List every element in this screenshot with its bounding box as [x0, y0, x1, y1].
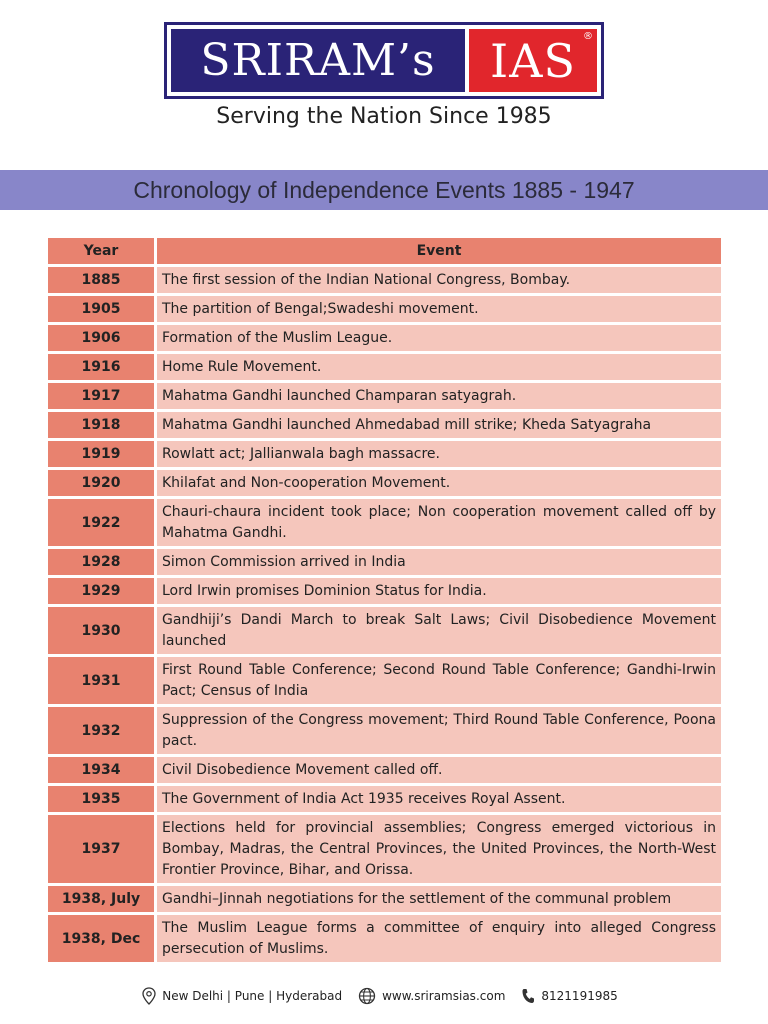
event-cell: Gandhiji’s Dandi March to break Salt Laws; Civil Disobedience Movement launched [157, 607, 721, 654]
phone-icon [521, 988, 535, 1004]
table-row [48, 354, 721, 380]
year-cell: 1935 [48, 786, 154, 812]
brand-logo [164, 22, 604, 99]
registered-mark: ® [583, 31, 594, 42]
year-cell: 1920 [48, 470, 154, 496]
globe-icon [358, 987, 376, 1005]
event-cell: Rowlatt act; Jallianwala bagh massacre. [157, 441, 721, 467]
year-cell: 1931 [48, 657, 154, 704]
website-link[interactable]: www.sriramsias.com [382, 989, 506, 1003]
year-cell: 1919 [48, 441, 154, 467]
table-row [48, 815, 721, 883]
phone-number[interactable]: 8121191985 [541, 989, 618, 1003]
event-cell: Civil Disobedience Movement called off. [157, 757, 721, 783]
header-year: Year [48, 238, 154, 264]
table-row [48, 607, 721, 654]
event-cell: Simon Commission arrived in India [157, 549, 721, 575]
year-cell: 1885 [48, 267, 154, 293]
logo-ias-text: IAS [490, 33, 576, 88]
table-row [48, 549, 721, 575]
table-row [48, 412, 721, 438]
event-cell: The Muslim League forms a committee of enquiry into alleged Congress persecution of Muslims. [157, 915, 721, 962]
event-cell: Mahatma Gandhi launched Ahmedabad mill strike; Kheda Satyagraha [157, 412, 721, 438]
footer-locations [142, 987, 342, 1005]
location-pin-icon [142, 987, 156, 1005]
event-cell: Khilafat and Non-cooperation Movement. [157, 470, 721, 496]
year-cell: 1917 [48, 383, 154, 409]
year-cell: 1928 [48, 549, 154, 575]
table-row [48, 707, 721, 754]
title-band [0, 170, 768, 210]
year-cell: 1905 [48, 296, 154, 322]
event-cell: The first session of the Indian National Congress, Bombay. [157, 267, 721, 293]
event-cell: Gandhi–Jinnah negotiations for the settlement of the communal problem [157, 886, 721, 912]
table-row [48, 915, 721, 962]
table-row [48, 296, 721, 322]
footer-phone[interactable] [521, 988, 617, 1004]
year-cell: 1930 [48, 607, 154, 654]
table-row [48, 383, 721, 409]
table-row [48, 578, 721, 604]
table-row [48, 886, 721, 912]
footer-website[interactable] [358, 987, 505, 1005]
year-cell: 1937 [48, 815, 154, 883]
event-cell: The Government of India Act 1935 receives Royal Assent. [157, 786, 721, 812]
table-row [48, 325, 721, 351]
event-cell: Chauri-chaura incident took place; Non cooperation movement called off by Mahatma Gandhi. [157, 499, 721, 546]
year-cell: 1934 [48, 757, 154, 783]
footer-contact [0, 984, 768, 1008]
table-row [48, 441, 721, 467]
event-cell: Mahatma Gandhi launched Champaran satyagrah. [157, 383, 721, 409]
year-cell: 1916 [48, 354, 154, 380]
year-cell: 1938, Dec [48, 915, 154, 962]
logo-sriram-text: SRIRAM’s [171, 29, 465, 92]
year-cell: 1938, July [48, 886, 154, 912]
table-row [48, 267, 721, 293]
event-cell: Formation of the Muslim League. [157, 325, 721, 351]
table-row [48, 757, 721, 783]
chronology-table [48, 238, 721, 965]
year-cell: 1929 [48, 578, 154, 604]
table-header-row [48, 238, 721, 264]
event-cell: Elections held for provincial assemblies; Congress emerged victorious in Bombay, Madras, the Central Provinces, the United Provinces, the North-West Frontier Province, Bihar, and Orissa. [157, 815, 721, 883]
page-title: Chronology of Independence Events 1885 - 1947 [133, 176, 635, 203]
year-cell: 1918 [48, 412, 154, 438]
year-cell: 1932 [48, 707, 154, 754]
event-cell: First Round Table Conference; Second Round Table Conference; Gandhi-Irwin Pact; Census of India [157, 657, 721, 704]
table-row [48, 657, 721, 704]
logo-ias-block [469, 29, 597, 92]
table-row [48, 470, 721, 496]
event-cell: The partition of Bengal;Swadeshi movement. [157, 296, 721, 322]
year-cell: 1922 [48, 499, 154, 546]
locations-text: New Delhi | Pune | Hyderabad [162, 989, 343, 1003]
year-cell: 1906 [48, 325, 154, 351]
table-row [48, 786, 721, 812]
event-cell: Suppression of the Congress movement; Third Round Table Conference, Poona pact. [157, 707, 721, 754]
tagline: Serving the Nation Since 1985 [216, 104, 552, 129]
event-cell: Home Rule Movement. [157, 354, 721, 380]
header-event: Event [157, 238, 721, 264]
table-row [48, 499, 721, 546]
event-cell: Lord Irwin promises Dominion Status for India. [157, 578, 721, 604]
